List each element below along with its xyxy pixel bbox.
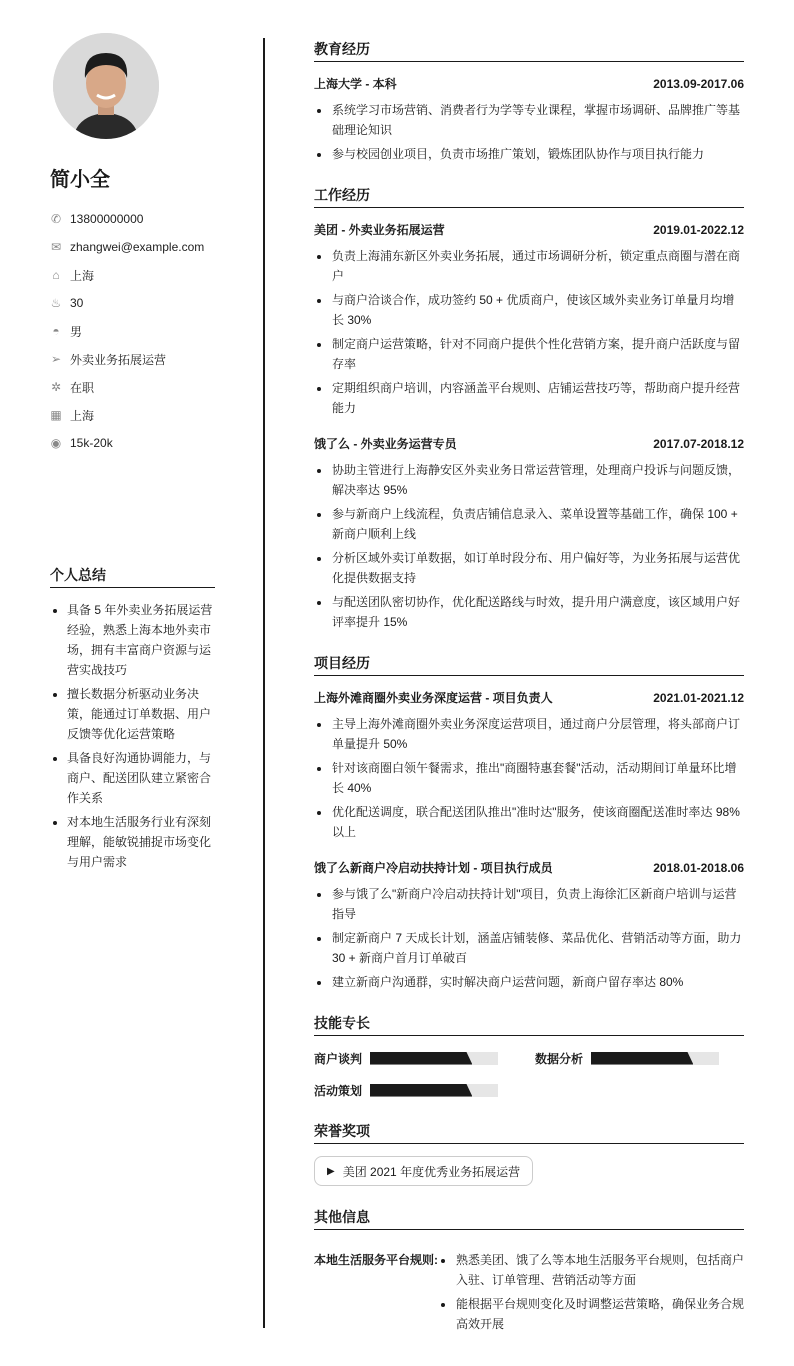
list-item: 与商户洽谈合作，成功签约 50 + 优质商户，使该区域外卖业务订单量月均增长 30%: [314, 290, 744, 330]
contact-text: 外卖业务拓展运营: [70, 352, 167, 367]
skill-item: [535, 1048, 744, 1068]
summary-section: [50, 566, 215, 876]
skills-title: 技能专长: [314, 1014, 744, 1036]
entry-title: 上海大学 - 本科: [314, 77, 397, 91]
entry-bullets: [314, 100, 744, 164]
skill-name: 商户谈判: [314, 1051, 363, 1066]
list-item: 制定商户运营策略，针对不同商户提供个性化营销方案，提升商户活跃度与留存率: [314, 334, 744, 374]
skill-bar: [591, 1052, 719, 1065]
gender-icon: ◓: [52, 324, 60, 338]
list-item: 主导上海外滩商圈外卖业务深度运营项目，通过商户分层管理，将头部商户订单量提升 50%: [314, 714, 744, 754]
award-item[interactable]: [314, 1156, 533, 1186]
list-item: 擅长数据分析驱动业务决策，能通过订单数据、用户反馈等优化运营策略: [50, 684, 215, 744]
skill-bar-fill: [370, 1052, 472, 1065]
entry-bullets: [314, 884, 744, 992]
entry-date: 2021.01-2021.12: [653, 691, 744, 705]
skill-bar-fill: [591, 1052, 693, 1065]
candidate-name: 简小全: [50, 169, 110, 191]
section-title: 教育经历: [314, 40, 744, 62]
awards-section: [314, 1122, 744, 1186]
list-item: 参与新商户上线流程，负责店铺信息录入、菜单设置等基础工作，确保 100 + 新商户顺利上线: [314, 504, 744, 544]
list-item: 熟悉美团、饿了么等本地生活服务平台规则，包括商户入驻、订单管理、营销活动等方面: [438, 1250, 744, 1290]
skill-name: 活动策划: [314, 1083, 363, 1098]
awards-title: 荣誉奖项: [314, 1122, 744, 1144]
contact-item: [50, 401, 215, 429]
list-item: 对本地生活服务行业有深刻理解，能敏锐捕捉市场变化与用户需求: [50, 812, 215, 872]
contact-item: [50, 233, 215, 261]
home-icon: ⌂: [52, 268, 60, 282]
skills-section: [314, 1014, 744, 1100]
entry: [314, 74, 744, 164]
send-icon: ➢: [50, 352, 62, 366]
contact-item: [50, 317, 215, 345]
contact-item: [50, 373, 215, 401]
contact-item: [50, 261, 215, 289]
section-title: 工作经历: [314, 186, 744, 208]
section-title: 项目经历: [314, 654, 744, 676]
contact-item: [50, 289, 215, 317]
entry-header: [314, 74, 744, 94]
list-item: 协助主管进行上海静安区外卖业务日常运营管理，处理商户投诉与问题反馈，解决率达 95%: [314, 460, 744, 500]
list-item: 系统学习市场营销、消费者行为学等专业课程，掌握市场调研、品牌推广等基础理论知识: [314, 100, 744, 140]
entry-bullets: [314, 460, 744, 632]
mail-icon: ✉: [50, 240, 62, 254]
list-item: 具备 5 年外卖业务拓展运营经验，熟悉上海本地外卖市场，拥有丰富商户资源与运营实战技巧: [50, 600, 215, 680]
entry-title: 上海外滩商圈外卖业务深度运营 - 项目负责人: [314, 691, 553, 705]
list-item: 参与校园创业项目，负责市场推广策划，锻炼团队协作与项目执行能力: [314, 144, 744, 164]
entry-header: [314, 858, 744, 878]
other-section: [314, 1208, 744, 1338]
resume-section: [314, 654, 744, 992]
contact-list: [50, 205, 215, 457]
entry-header: [314, 688, 744, 708]
list-item: 与配送团队密切协作，优化配送路线与时效，提升用户满意度，该区域用户好评率提升 15%: [314, 592, 744, 632]
entry-date: 2013.09-2017.06: [653, 77, 744, 91]
summary-list: [50, 600, 215, 872]
award-text: 美团 2021 年度优秀业务拓展运营: [342, 1164, 521, 1179]
cake-icon: ♨: [50, 296, 62, 310]
list-item: 负责上海浦东新区外卖业务拓展，通过市场调研分析，锁定重点商圈与潜在商户: [314, 246, 744, 286]
list-item: 参与饿了么"新商户冷启动扶持计划"项目，负责上海徐汇区新商户培训与运营指导: [314, 884, 744, 924]
contact-text: 男: [70, 324, 83, 339]
phone-icon: ✆: [50, 212, 62, 226]
other-title: 其他信息: [314, 1208, 744, 1230]
contact-text: 在职: [70, 380, 95, 395]
contact-item: [50, 345, 215, 373]
entry: [314, 220, 744, 418]
skill-name: 数据分析: [535, 1051, 584, 1066]
contact-text: 13800000000: [70, 212, 144, 226]
entry-bullets: [314, 246, 744, 418]
contact-text: zhangwei@example.com: [70, 240, 205, 254]
resume-section: [314, 40, 744, 164]
contact-text: 上海: [70, 408, 95, 423]
list-item: 定期组织商户培训，内容涵盖平台规则、店铺运营技巧等，帮助商户提升经营能力: [314, 378, 744, 418]
resume-section: [314, 186, 744, 632]
list-item: 能根据平台规则变化及时调整运营策略，确保业务合规高效开展: [438, 1294, 744, 1334]
list-item: 建立新商户沟通群，实时解决商户运营问题，新商户留存率达 80%: [314, 972, 744, 992]
contact-text: 上海: [70, 268, 95, 283]
building-icon: ▦: [50, 408, 62, 422]
other-label: 本地生活服务平台规则:: [314, 1253, 438, 1267]
avatar-photo: [53, 33, 159, 139]
avatar: [53, 33, 159, 139]
entry: [314, 858, 744, 992]
list-item: 制定新商户 7 天成长计划，涵盖店铺装修、菜品优化、营销活动等方面，助力 30 + 新商户首月订单破百: [314, 928, 744, 968]
skill-bar-fill: [370, 1084, 472, 1097]
entry-header: [314, 434, 744, 454]
skill-item: [314, 1048, 535, 1068]
entry-date: 2019.01-2022.12: [653, 223, 744, 237]
entry-title: 饿了么 - 外卖业务运营专员: [314, 437, 457, 451]
entry-date: 2018.01-2018.06: [653, 861, 744, 875]
list-item: 具备良好沟通协调能力，与商户、配送团队建立紧密合作关系: [50, 748, 215, 808]
entry: [314, 688, 744, 842]
sidebar: [50, 33, 215, 457]
main-content: [314, 40, 744, 1360]
entry-header: [314, 220, 744, 240]
entry-date: 2017.07-2018.12: [653, 437, 744, 451]
entry-bullets: [314, 714, 744, 842]
contact-item: [50, 429, 215, 457]
contact-text: 30: [70, 296, 84, 310]
skill-bar: [370, 1052, 498, 1065]
other-list: [438, 1250, 744, 1338]
column-divider: [263, 38, 265, 1328]
entry-title: 饿了么新商户冷启动扶持计划 - 项目执行成员: [314, 861, 553, 875]
list-item: 优化配送调度，联合配送团队推出"准时达"服务，使该商圈配送准时率达 98%以上: [314, 802, 744, 842]
expand-triangle-icon: ▶: [327, 1165, 335, 1177]
contact-item: [50, 205, 215, 233]
list-item: 针对该商圈白领午餐需求，推出"商圈特惠套餐"活动，活动期间订单量环比增长 40%: [314, 758, 744, 798]
skill-bar: [370, 1084, 498, 1097]
entry: [314, 434, 744, 632]
salary-icon: ◉: [50, 436, 62, 450]
list-item: 分析区域外卖订单数据，如订单时段分布、用户偏好等，为业务拓展与运营优化提供数据支持: [314, 548, 744, 588]
contact-text: 15k-20k: [70, 436, 113, 450]
summary-title: 个人总结: [50, 566, 215, 588]
entry-title: 美团 - 外卖业务拓展运营: [314, 223, 445, 237]
skill-item: [314, 1080, 535, 1100]
status-icon: ✲: [50, 380, 62, 394]
